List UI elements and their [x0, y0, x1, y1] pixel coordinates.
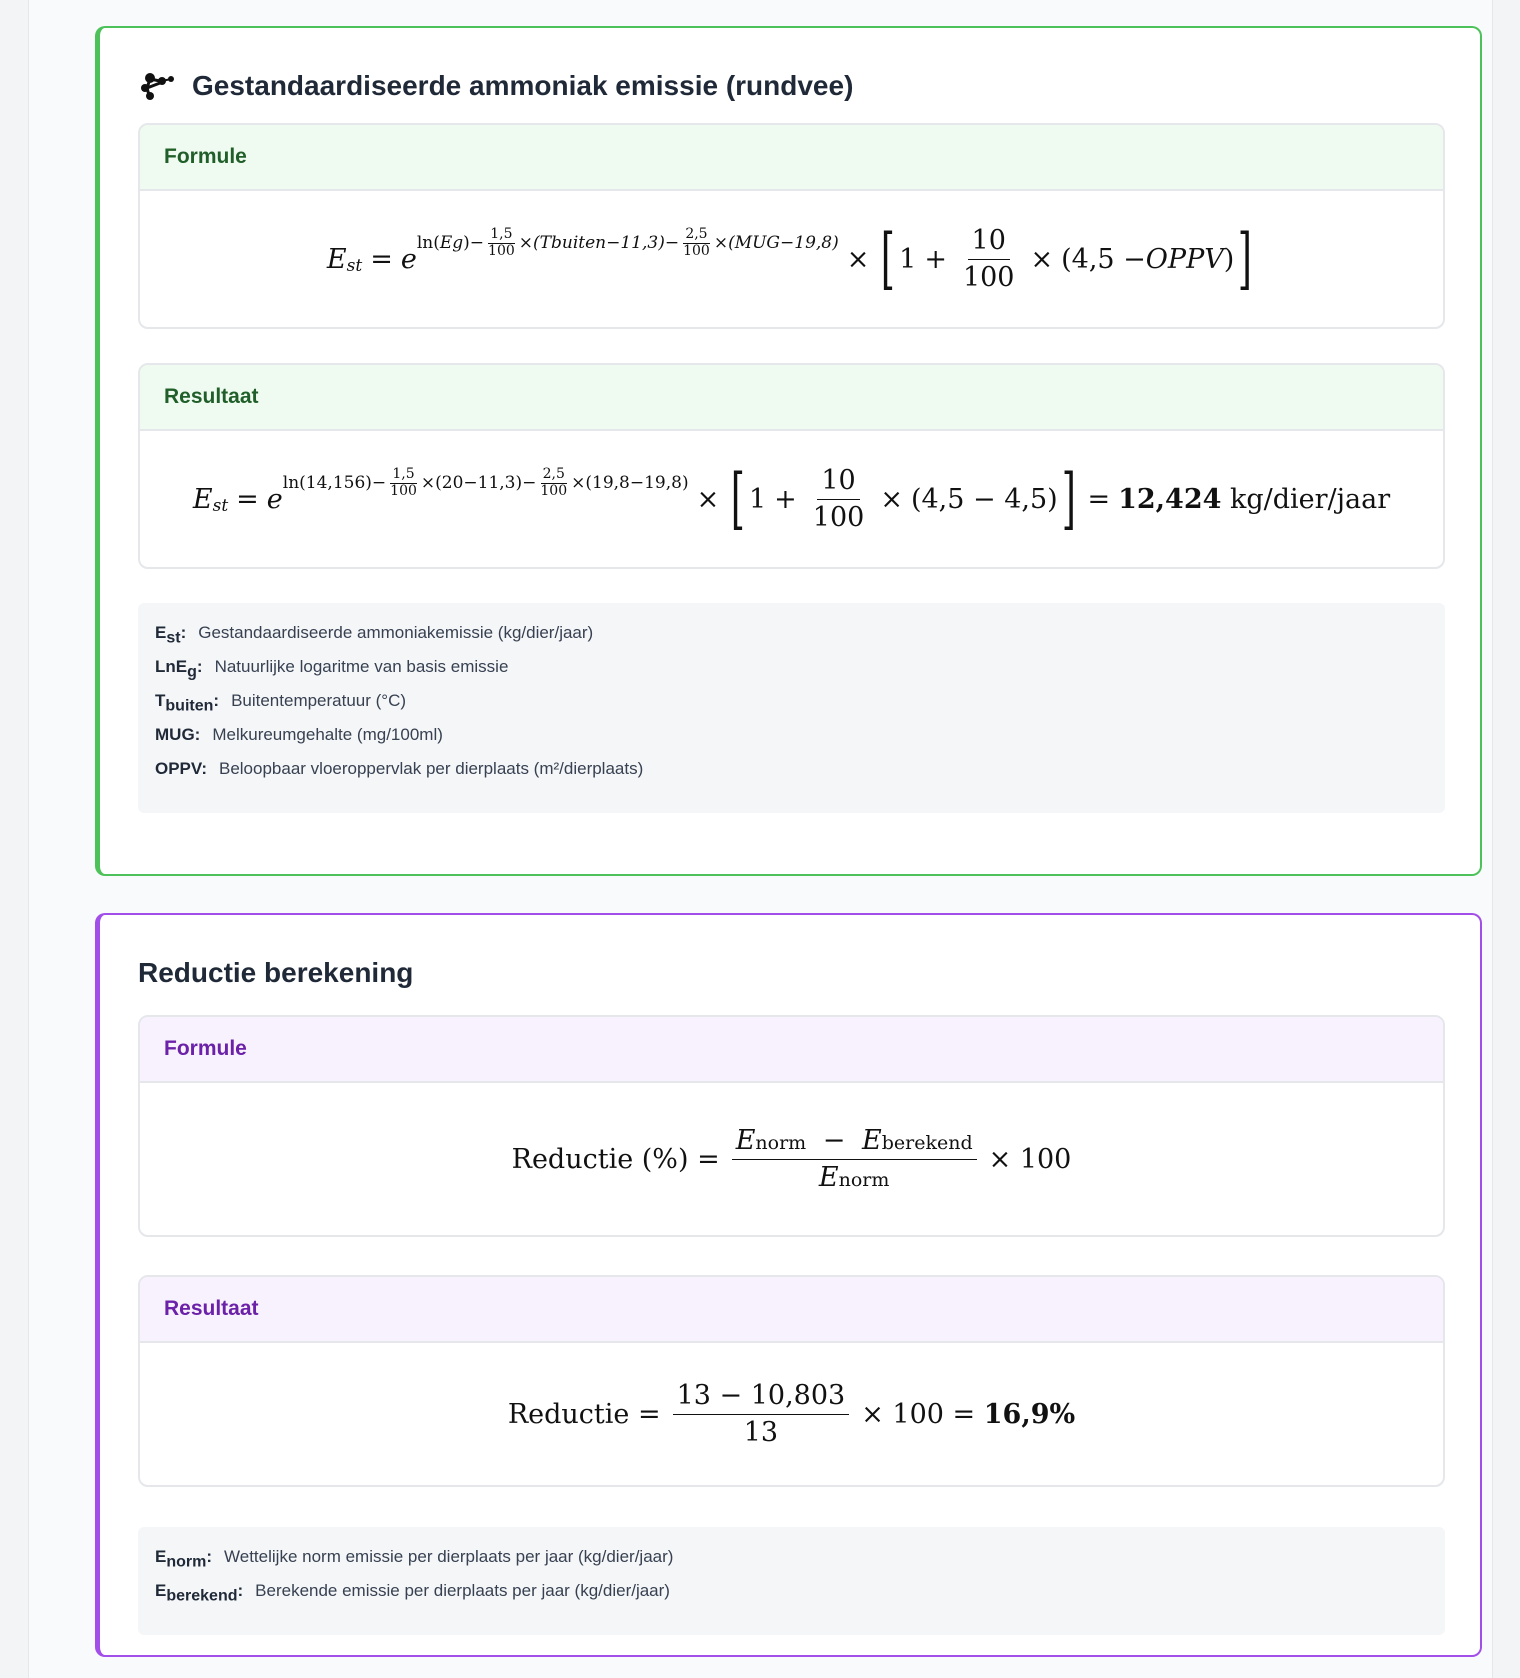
ammonia-formula-panel [138, 123, 1445, 329]
result-bracket-frac-den: 100 [812, 501, 865, 533]
result-exp-frac-2-num: 2,5 [542, 466, 565, 483]
ammonia-result-header: Resultaat [140, 365, 1443, 431]
reduction-formula-math [512, 1125, 1072, 1192]
formula-sub-st: st [346, 256, 363, 276]
ammonia-formula-header: Formule [140, 125, 1443, 191]
result-bracket-frac-num: 10 [817, 465, 859, 499]
result-bracket-tail: (4,5 − 4,5) [910, 483, 1058, 515]
reduction-result-num: 13 − 10,803 [673, 1380, 850, 1414]
exp-frac-2-den: 100 [683, 242, 710, 259]
exp-frac-1-den: 100 [488, 242, 515, 259]
legend-row: $E_{st}$: Gestandaardiseerde ammoniakemissie (kg/dier/jaar) [155, 623, 594, 647]
reduction-card-title: Reductie berekening [138, 957, 414, 988]
result-exp-frac-1-den: 100 [390, 482, 417, 499]
bracket-frac-den: 100 [962, 261, 1015, 293]
ammonia-emission-card [95, 26, 1482, 876]
legend-desc: Buitentemperatuur (°C) [231, 691, 407, 710]
legend-row: MUG: Melkureumgehalte (mg/100ml) [155, 725, 443, 744]
bracket-tail-b: ) [1223, 243, 1235, 275]
formula-var-e: E [326, 243, 347, 275]
ammonia-card-title [138, 70, 853, 102]
ammonia-formula-body [140, 191, 1443, 327]
reduction-formula-panel [138, 1015, 1445, 1237]
reduction-result-math [508, 1380, 1075, 1447]
reduction-card [95, 913, 1482, 1657]
result-sub-st: st [212, 496, 229, 516]
reduction-frac [732, 1125, 977, 1192]
result-bracket-frac [809, 465, 869, 532]
exp-frac-2 [681, 227, 712, 259]
bracket-frac-num: 10 [968, 225, 1010, 259]
exp-frac-1-num: 1,5 [490, 226, 513, 243]
result-exp-frac-2-den: 100 [540, 482, 568, 499]
reduction-result-body [140, 1343, 1443, 1485]
ammonia-result-body [140, 431, 1443, 567]
page-container [28, 0, 1493, 1678]
reduction-result-lhs: Reductie = [507, 1398, 661, 1430]
reduction-result-frac [673, 1380, 850, 1447]
ammonia-formula-math: E st = e ln( Eg ) − $\frac{1,5}{100}$ × (Tbuiten−11,3) − $\frac{2,5}{100}$ × (MUG−19,8) × [ 1 + $\frac{10}{100}$ × (4,5 − OPPV ) ] [326, 220, 1253, 297]
legend-desc: Gestandaardiseerde ammoniakemissie (kg/dier/jaar) [198, 623, 594, 642]
legend-desc: Melkureumgehalte (mg/100ml) [212, 725, 443, 744]
result-exponent: ln(14,156) − $\frac{1,5}{100}$ × (20−11,3) − $\frac{2,5}{100}$ × (19,8−19,8) [282, 466, 689, 499]
result-exp-part-m: (19,8−19,8) [585, 473, 689, 493]
result-unit: kg/dier/jaar [1230, 483, 1391, 515]
result-bracket-one: 1 [748, 483, 767, 515]
legend-desc: Natuurlijke logaritme van basis emissie [214, 657, 509, 676]
legend-row: OPPV: Beloopbaar vloeroppervlak per dierplaats (m²/dierplaats) [155, 759, 644, 778]
legend-desc: Beloopbaar vloeroppervlak per dierplaats (m²/dierplaats) [218, 759, 644, 778]
reduction-result-value: 16,9% [983, 1398, 1076, 1430]
reduction-formula-header: Formule [140, 1017, 1443, 1083]
legend-row: $T_{buiten}$: Buitentemperatuur (°C) [155, 691, 407, 715]
reduction-lhs: Reductie (%) = [511, 1143, 720, 1175]
exp-part-tbuiten: (Tbuiten−11,3) [533, 233, 665, 253]
exp-part-mug: (MUG−19,8) [728, 233, 839, 253]
result-exp-part-t: (20−11,3) [435, 473, 523, 493]
legend-row: $E_{berekend}$: Berekende emissie per dierplaats per jaar (kg/dier/jaar) [155, 1581, 670, 1605]
reduction-tail: × 100 [988, 1143, 1072, 1175]
exp-ln: ln( [416, 233, 440, 253]
exp-close: ) [463, 233, 470, 253]
bracket-one: 1 [899, 243, 917, 275]
reduction-result-panel [138, 1275, 1445, 1487]
exp-frac-2-num: 2,5 [685, 226, 708, 243]
legend-row: $E_{norm}$: Wettelijke norm emissie per dierplaats per jaar (kg/dier/jaar) [155, 1547, 674, 1571]
molecule-icon [138, 71, 174, 101]
bracket-tail-a: (4,5 − [1061, 243, 1146, 275]
ammonia-legend [138, 603, 1445, 813]
bracket-tail-var: OPPV [1145, 243, 1224, 275]
reduction-legend [138, 1527, 1445, 1635]
result-exp-frac-1-num: 1,5 [392, 466, 415, 483]
ammonia-result-math: E st = e ln(14,156) − $\frac{1,5}{100}$ × (20−11,3) − $\frac{2,5}{100}$ × (19,8−19,8) × [ 1 + $\frac{10}{100}$ × (4,5 − 4,5) ] = 12,424 kg/dier/jaar [192, 460, 1391, 537]
exp-frac-1 [486, 227, 517, 259]
result-exp-frac-1 [388, 467, 419, 499]
reduction-result-den: 13 [743, 1416, 779, 1448]
legend-row: LnE$_g$: Natuurlijke logaritme van basis emissie [155, 657, 509, 681]
result-value: 12,424 [1118, 483, 1222, 515]
ammonia-result-panel [138, 363, 1445, 569]
reduction-formula-body [140, 1083, 1443, 1235]
exp-eg: Eg [439, 233, 464, 253]
reduction-frac-num: Enorm − Eberekend [732, 1125, 977, 1159]
reduction-result-tail: × 100 = [861, 1398, 976, 1430]
reduction-result-header: Resultaat [140, 1277, 1443, 1343]
reduction-frac-den: Enorm [818, 1161, 890, 1193]
formula-exponent: ln( Eg ) − $\frac{1,5}{100}$ × (Tbuiten−11,3) − $\frac{2,5}{100}$ × (MUG−19,8) [416, 226, 839, 259]
result-var-e: E [192, 483, 213, 515]
ammonia-title-text: Gestandaardiseerde ammoniak emissie (rundvee) [192, 70, 854, 101]
legend-desc: Berekende emissie per dierplaats per jaar (kg/dier/jaar) [255, 1581, 670, 1600]
result-exp-frac-2 [538, 467, 569, 499]
result-exp-ln: ln(14,156) [282, 473, 372, 493]
legend-desc: Wettelijke norm emissie per dierplaats per jaar (kg/dier/jaar) [224, 1547, 674, 1566]
bracket-frac [959, 225, 1019, 292]
